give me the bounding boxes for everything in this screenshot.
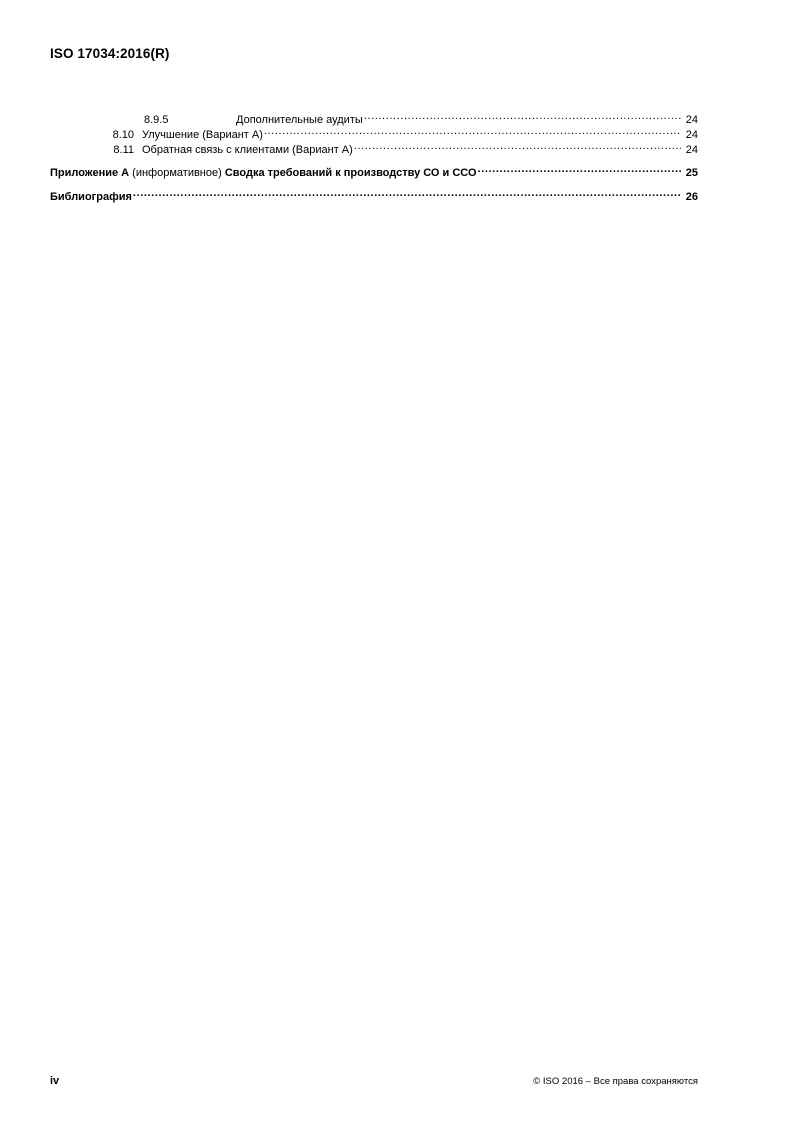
toc-entry-number: 8.11 <box>113 144 134 156</box>
toc-entry-title: Обратная связь с клиентами (Вариант А) <box>142 144 353 156</box>
annex-label: Приложение А <box>50 167 130 179</box>
toc-dot-leader <box>354 141 681 153</box>
toc-entry-page: 25 <box>685 167 698 179</box>
toc-entry-number: 8.10 <box>112 129 134 141</box>
toc-entry-bibliography[interactable] <box>50 188 698 205</box>
toc-entry-title: Улучшение (Вариант А) <box>142 129 263 141</box>
toc-bibliography-title: Библиография <box>50 191 132 203</box>
toc-dot-leader <box>133 188 681 200</box>
toc-dot-leader <box>264 126 681 138</box>
toc-entry-annex-a[interactable] <box>50 164 698 181</box>
page-number: iv <box>50 1075 60 1087</box>
toc-annex-title <box>50 166 477 181</box>
toc-entry-title: Дополнительные аудиты <box>236 114 363 126</box>
toc-dot-leader <box>478 164 681 176</box>
document-header: ISO 17034:2016(R) <box>50 46 170 61</box>
toc-entry-8-9-5[interactable] <box>50 111 698 126</box>
toc-dot-leader <box>364 111 681 123</box>
toc-entry-page: 24 <box>685 144 698 156</box>
copyright-notice: © ISO 2016 – Все права сохраняются <box>533 1076 698 1087</box>
toc-entry-8-10[interactable] <box>50 126 698 141</box>
toc-entry-page: 24 <box>685 114 698 126</box>
annex-qualifier: (информативное) <box>132 167 222 179</box>
table-of-contents <box>50 111 698 205</box>
toc-entry-number: 8.9.5 <box>144 114 169 126</box>
toc-entry-page: 26 <box>685 191 698 203</box>
toc-entry-page: 24 <box>685 129 698 141</box>
toc-entry-8-11[interactable] <box>50 141 698 156</box>
annex-title: Сводка требований к производству СО и ССО <box>224 167 477 179</box>
